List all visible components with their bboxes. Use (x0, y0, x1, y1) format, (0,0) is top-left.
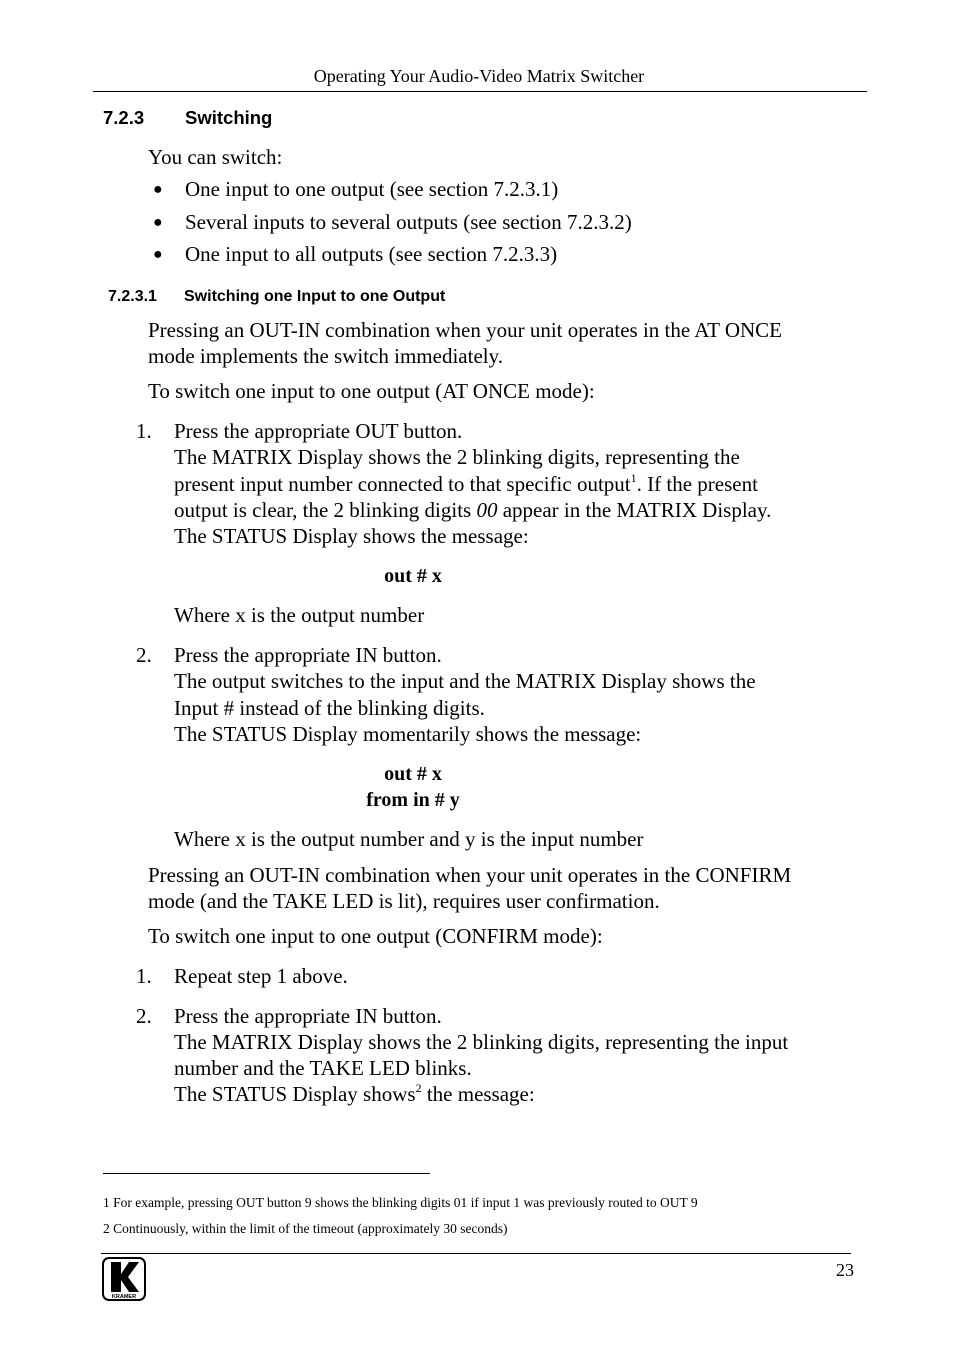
blinking-digits: 00 (476, 498, 498, 522)
step-text: appear in the MATRIX Display. (497, 498, 772, 522)
footer-divider (101, 1253, 851, 1254)
step-line (174, 497, 771, 524)
step-number: 1. (136, 964, 152, 988)
step-line: Press the appropriate IN button. (174, 643, 442, 667)
list-item: One input to one output (see section 7.2.3.1) (185, 177, 559, 201)
paragraph-line: Pressing an OUT-IN combination when your unit operates in the AT ONCE (148, 318, 782, 342)
procedure-intro: To switch one input to one output (AT ONCE mode): (148, 379, 595, 403)
step-text: The STATUS Display shows (174, 1082, 416, 1106)
footnote-ref-2: 2 (415, 1081, 422, 1095)
kramer-logo-icon (102, 1257, 146, 1301)
running-header: Operating Your Audio-Video Matrix Switcher (313, 66, 645, 86)
step-number: 1. (136, 419, 152, 443)
paragraph-line: mode (and the TAKE LED is lit), requires user confirmation. (148, 889, 660, 913)
step-line: Press the appropriate OUT button. (174, 419, 463, 443)
page-number: 23 (836, 1260, 854, 1280)
step-text: output is clear, the 2 blinking digits (174, 498, 477, 522)
step-line: The STATUS Display shows the message: (174, 524, 529, 548)
step-line: The MATRIX Display shows the 2 blinking digits, representing the input (174, 1030, 789, 1054)
footnote-divider (103, 1173, 430, 1174)
section-intro: You can switch: (148, 145, 283, 169)
footnote-2: 2 Continuously, within the limit of the timeout (approximately 30 seconds) (103, 1221, 508, 1236)
step-note: Where x is the output number and y is the input number (174, 827, 644, 851)
step-line: The STATUS Display momentarily shows the message: (174, 722, 642, 746)
footnote-ref-1: 1 (630, 471, 637, 485)
step-number: 2. (136, 1004, 152, 1028)
subsection-number: 7.2.3.1 (108, 288, 157, 305)
step-text: present input number connected to that specific output (174, 472, 631, 496)
status-message: from in # y (366, 789, 460, 811)
paragraph-line: mode implements the switch immediately. (148, 344, 503, 368)
step-number: 2. (136, 643, 152, 667)
step-text: . If the present (636, 472, 758, 496)
section-number: 7.2.3 (103, 107, 145, 128)
svg-text:KRAMER: KRAMER (111, 1294, 137, 1300)
bullet-marker: ● (153, 181, 163, 198)
step-note: Where x is the output number (174, 603, 425, 627)
step-line: number and the TAKE LED blinks. (174, 1056, 472, 1080)
step-text: the message: (421, 1082, 535, 1106)
footnote-1: 1 For example, pressing OUT button 9 shows the blinking digits 01 if input 1 was previously routed to OUT 9 (103, 1195, 698, 1210)
step-line: The MATRIX Display shows the 2 blinking digits, representing the (174, 445, 740, 469)
section-title: Switching (185, 107, 273, 128)
status-message: out # x (384, 763, 442, 785)
bullet-marker: ● (153, 214, 163, 231)
procedure-intro: To switch one input to one output (CONFIRM mode): (148, 924, 603, 948)
bullet-marker: ● (153, 246, 163, 263)
paragraph-line: Pressing an OUT-IN combination when your unit operates in the CONFIRM (148, 863, 792, 887)
header-divider (93, 91, 867, 92)
step-line: The output switches to the input and the MATRIX Display shows the (174, 669, 756, 693)
list-item: One input to all outputs (see section 7.2.3.3) (185, 242, 558, 266)
list-item: Several inputs to several outputs (see section 7.2.3.2) (185, 210, 632, 234)
step-line: Input # instead of the blinking digits. (174, 696, 485, 720)
step-line (174, 471, 758, 498)
status-message: out # x (384, 565, 442, 587)
step-line: Press the appropriate IN button. (174, 1004, 442, 1028)
step-line: Repeat step 1 above. (174, 964, 348, 988)
step-line (174, 1081, 535, 1108)
subsection-title: Switching one Input to one Output (184, 288, 446, 305)
